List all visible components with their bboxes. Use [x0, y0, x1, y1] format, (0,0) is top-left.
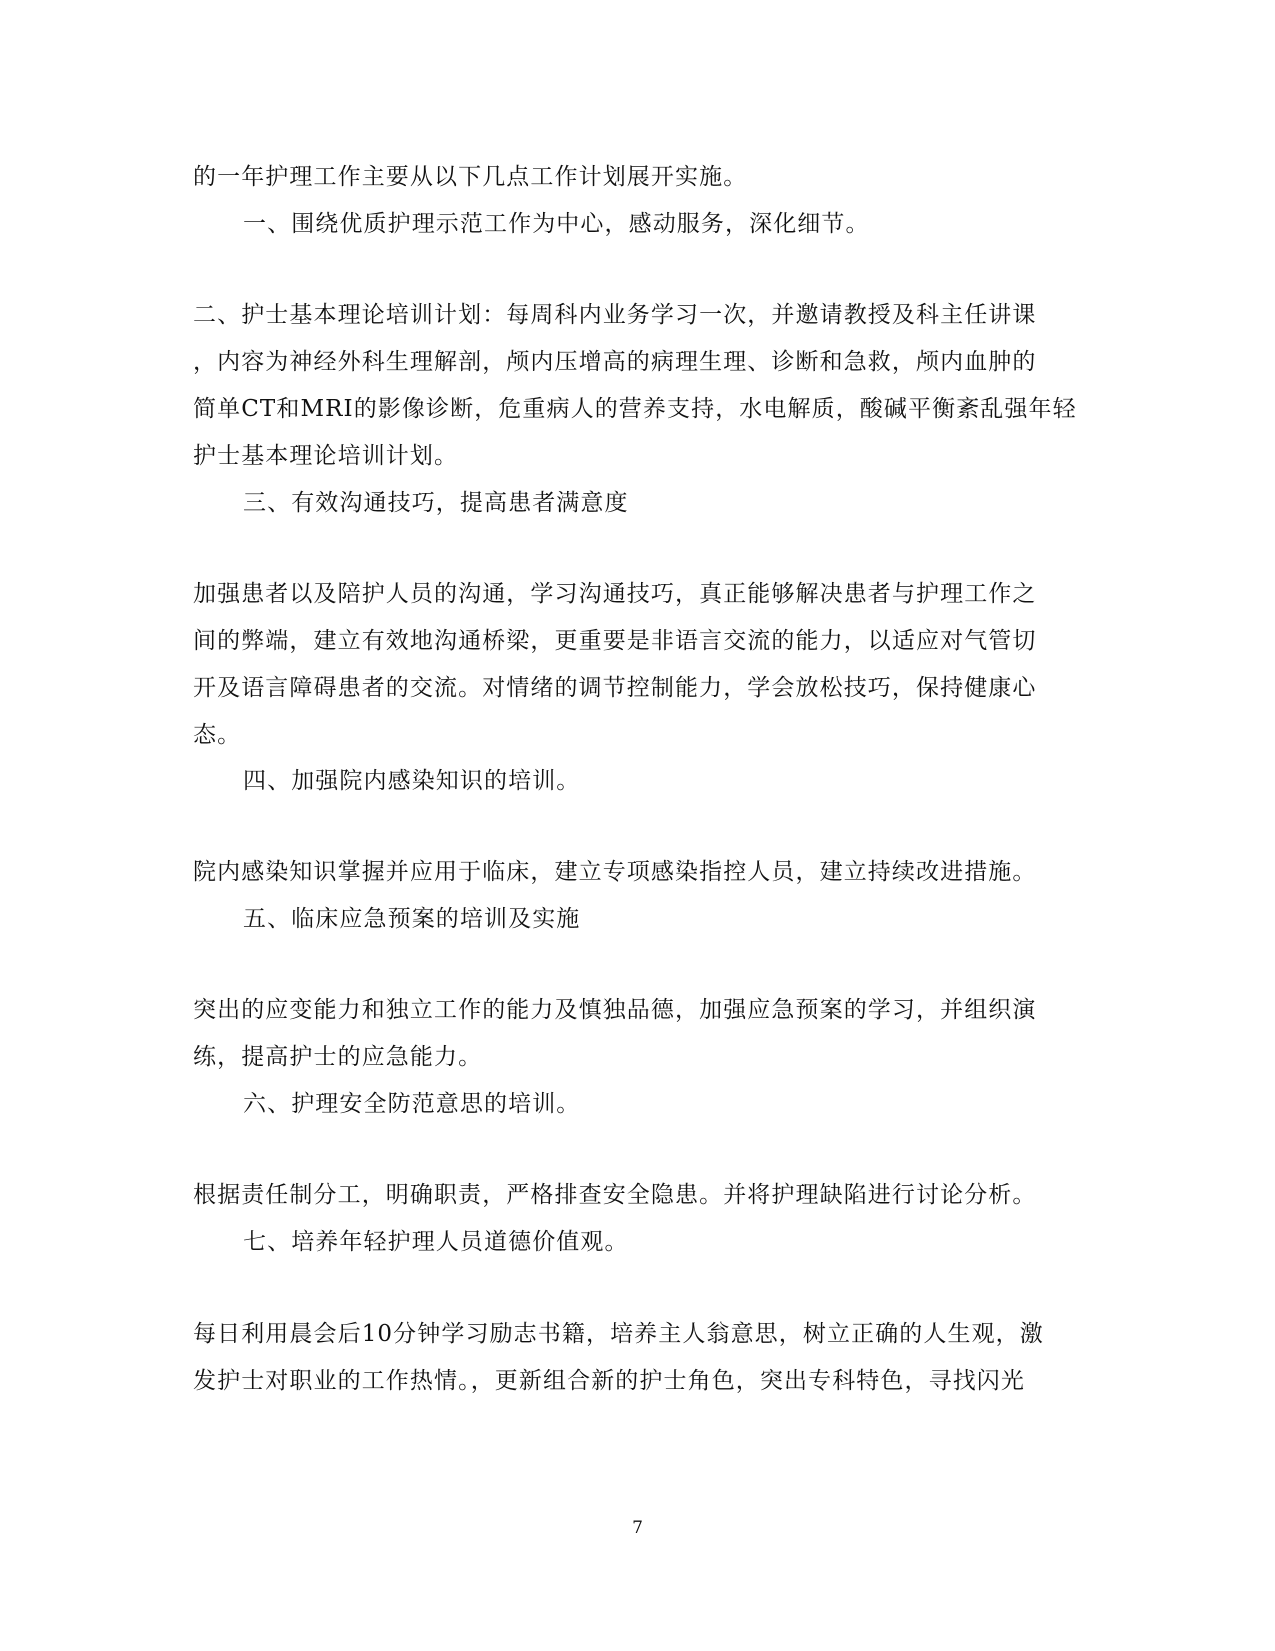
section-heading: 二、护士基本理论培训计划：每周科内业务学习一次，并邀请教授及科主任讲课: [193, 302, 1037, 328]
body-text-line: 简单CT和MRI的影像诊断，危重病人的营养支持，水电解质，酸碱平衡紊乱强年轻: [193, 396, 1077, 422]
body-text-line: 院内感染知识掌握并应用于临床，建立专项感染指控人员，建立持续改进措施。: [193, 859, 1037, 885]
body-text-line: 的一年护理工作主要从以下几点工作计划展开实施。: [193, 164, 748, 190]
body-text-line: 突出的应变能力和独立工作的能力及慎独品德，加强应急预案的学习，并组织演: [193, 997, 1037, 1023]
body-text-line: 加强患者以及陪护人员的沟通，学习沟通技巧，真正能够解决患者与护理工作之: [193, 581, 1037, 607]
section-heading: 七、培养年轻护理人员道德价值观。: [243, 1229, 629, 1255]
body-text-line: ，内容为神经外科生理解剖，颅内压增高的病理生理、诊断和急救，颅内血肿的: [193, 349, 1037, 375]
body-text-line: 间的弊端，建立有效地沟通桥梁，更重要是非语言交流的能力，以适应对气管切: [193, 628, 1037, 654]
body-text-line: 护士基本理论培训计划。: [193, 443, 459, 469]
body-text-line: 开及语言障碍患者的交流。对情绪的调节控制能力，学会放松技巧，保持健康心: [193, 675, 1037, 701]
body-text-line: 态。: [193, 722, 242, 748]
section-heading: 六、护理安全防范意思的培训。: [243, 1091, 581, 1117]
body-text-line: 根据责任制分工，明确职责，严格排查安全隐患。并将护理缺陷进行讨论分析。: [193, 1182, 1037, 1208]
section-heading: 四、加强院内感染知识的培训。: [243, 768, 581, 794]
section-heading: 一、围绕优质护理示范工作为中心，感动服务，深化细节。: [243, 211, 870, 237]
section-heading: 三、有效沟通技巧，提高患者满意度: [243, 490, 629, 516]
section-heading: 五、临床应急预案的培训及实施: [243, 906, 581, 932]
body-text-line: 练，提高护士的应急能力。: [193, 1044, 483, 1070]
page-number: 7: [632, 1518, 643, 1538]
body-text-line: 发护士对职业的工作热情。，更新组合新的护士角色，突出专科特色，寻找闪光: [193, 1368, 1025, 1394]
body-text-line: 每日利用晨会后10分钟学习励志书籍，培养主人翁意思，树立正确的人生观，激: [193, 1321, 1044, 1347]
